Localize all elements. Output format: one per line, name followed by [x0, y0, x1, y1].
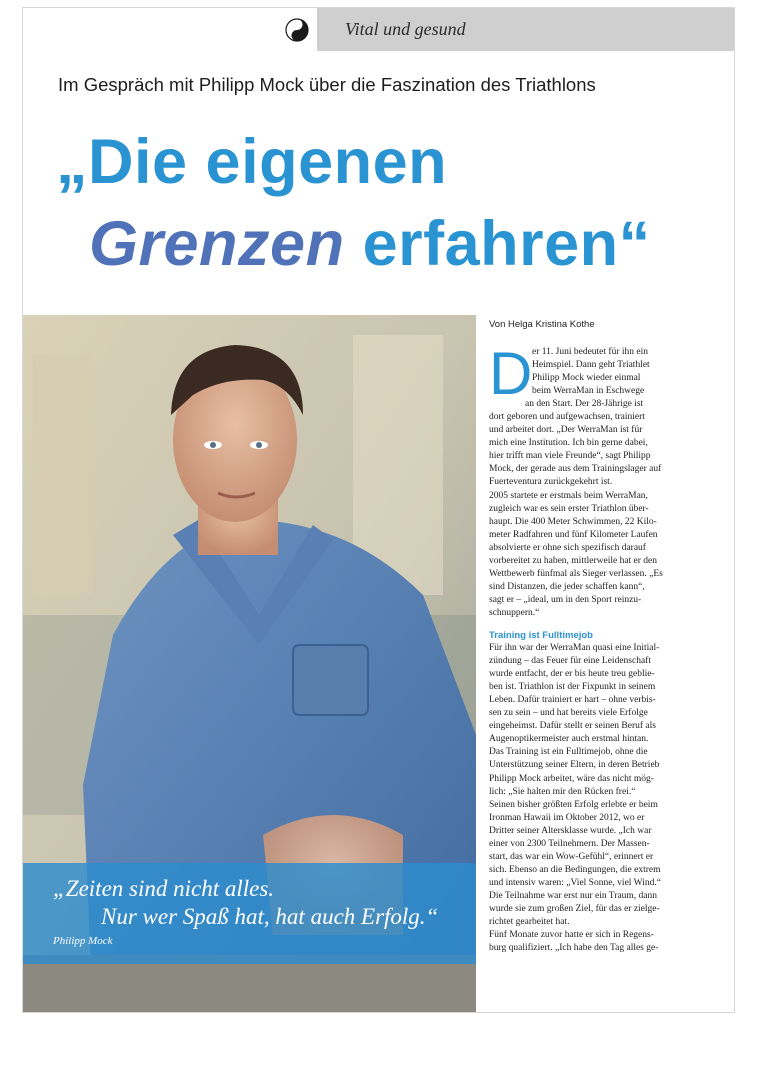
text-line: beim WerraMan in Eschwege — [532, 386, 645, 397]
text-line: eingeheimst. Dafür stellt er seinen Beruf als — [489, 721, 656, 732]
text-line: schnuppern.“ — [489, 607, 540, 618]
text-line: zündung – das Feuer für eine Leidenschaft — [489, 656, 651, 667]
text-line: Philipp Mock wieder einmal — [532, 373, 641, 384]
text-line: lich: „Sie halten mir den Rücken frei.“ — [489, 786, 636, 797]
text-line: richtet gearbeitet hat. — [489, 917, 570, 928]
text-line: einer von 2300 Teilnehmern. Der Massen- — [489, 838, 650, 849]
text-line: Wettbewerb fünfmal als Sieger verlassen. „Es — [489, 568, 663, 579]
text-line: mich eine Institution. Ich bin gerne dabei, — [489, 438, 648, 449]
text-line: und arbeitet dort. „Der WerraMan ist für — [489, 425, 643, 436]
headline-emphasis: Grenzen — [89, 209, 345, 279]
text-line: start, das war ein Wow-Gefühl“, erinnert er — [489, 851, 654, 862]
text-line: dort geboren und aufgewachsen, trainiert — [489, 412, 645, 423]
text-line: sagt er – „ideal, um in den Sport reinzu- — [489, 594, 642, 605]
headline-rest: erfahren“ — [344, 209, 651, 279]
text-line: sen zu sein – und hat bereits viele Erfolge — [489, 708, 648, 719]
magazine-page — [23, 8, 734, 1012]
text-line: 2005 startete er erstmals beim WerraMan, — [489, 490, 648, 501]
text-line: ben ist. Triathlon ist der Fixpunkt in seinem — [489, 682, 656, 693]
pull-quote-author: Philipp Mock — [53, 935, 113, 947]
article-body — [489, 340, 724, 955]
text-line: hier trifft man viele Freunde“, sagt Philipp — [489, 451, 651, 462]
text-line: Für ihn war der WerraMan quasi eine Initial- — [489, 643, 660, 654]
text-line: Heimspiel. Dann geht Triathlet — [532, 360, 650, 371]
text-line: Unterstützung seiner Eltern, in deren Betrieb — [489, 760, 660, 771]
yin-yang-icon — [285, 18, 309, 42]
text-line: Ironman Hawaii im Oktober 2012, wo er — [489, 812, 645, 823]
text-line: Das Training ist ein Fulltimejob, ohne die — [489, 747, 648, 758]
section-label: Vital und gesund — [345, 19, 466, 39]
text-line: Fuerteventura zurückgekehrt ist. — [489, 477, 613, 488]
text-line: meter Radfahren und fünf Kilometer Laufen — [489, 529, 658, 540]
article-intro — [489, 340, 724, 620]
text-line: burg qualifiziert. „Ich habe den Tag alles ge- — [489, 943, 659, 954]
headline-line-1: „Die eigenen — [56, 127, 448, 197]
pull-quote-line-1: „Zeiten sind nicht alles. — [53, 876, 275, 901]
text-line: wurde sie zum großen Ziel, für das er zielge- — [489, 903, 660, 914]
text-line: Seinen bisher größten Erfolg erlebte er beim — [489, 799, 658, 810]
text-line: sich. Ebenso an die Bedingungen, die extrem — [489, 864, 661, 875]
text-line: Augenoptikermeister auch erstmal hintan. — [489, 734, 649, 745]
text-line: zugleich war es sein erster Triathlon über- — [489, 503, 649, 514]
text-line: er 11. Juni bedeutet für ihn ein — [532, 347, 648, 357]
text-line: absolvierte er ohne sich spezifisch darauf — [489, 542, 646, 553]
text-line: wurde entfacht, der er bis heute treu geblie- — [489, 669, 655, 680]
text-line: Dritter seiner Altersklasse wurde. „Ich war — [489, 825, 652, 836]
text-line: sind Distanzen, die jeder schaffen kann“, — [489, 581, 645, 592]
text-line: an den Start. Der 28-Jährige ist — [525, 399, 644, 410]
byline: Von Helga Kristina Kothe — [489, 319, 595, 330]
article-subtitle: Im Gespräch mit Philipp Mock über die Faszination des Triathlons — [58, 74, 596, 95]
text-line: Philipp Mock arbeitet, wäre das nicht mög- — [489, 773, 654, 784]
pull-quote-line-2: Nur wer Spaß hat, hat auch Erfolg.“ — [101, 904, 439, 929]
headline-line-2 — [89, 208, 651, 280]
article-section-body — [489, 642, 724, 955]
text-line: Mock, der gerade aus dem Trainingslager auf — [489, 464, 662, 475]
text-line: haupt. Die 400 Meter Schwimmen, 22 Kilo- — [489, 516, 657, 527]
text-line: vorbereitet zu haben, mittlerweile hat er den — [489, 555, 658, 566]
drop-cap: D — [489, 340, 533, 407]
section-header-band — [317, 8, 734, 51]
text-line: und intensiv waren: „Viel Sonne, viel Wind.“ — [489, 877, 661, 888]
text-line: Fünf Monate zuvor hatte er sich in Regens- — [489, 930, 654, 941]
section-heading: Training ist Fulltimejob — [489, 629, 593, 641]
text-line: Leben. Dafür trainiert er hart – ohne verbis- — [489, 695, 656, 706]
text-line: Die Teilnahme war erst nur ein Traum, dann — [489, 890, 658, 901]
